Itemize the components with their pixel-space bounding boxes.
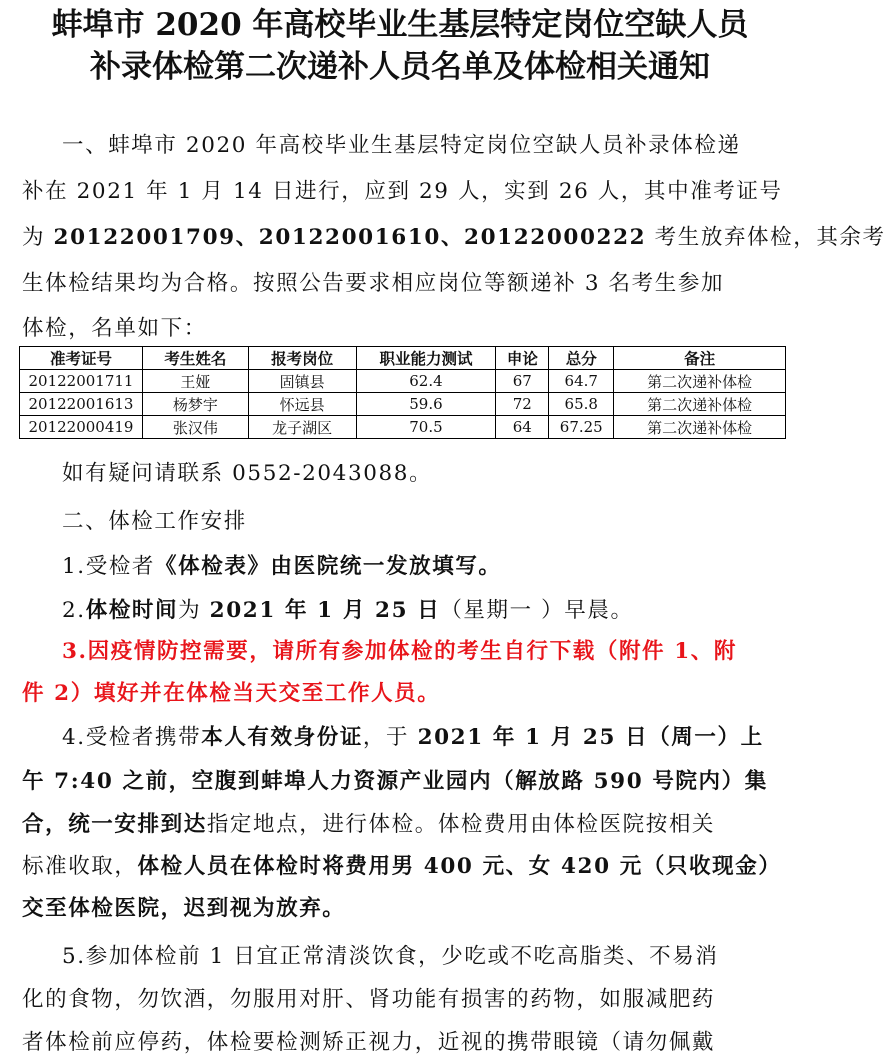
table-cell: 第二次递补体检 bbox=[614, 370, 786, 393]
item-4-date: 2021 年 1 月 25 日（周一）上 bbox=[417, 725, 764, 750]
table-cell: 70.5 bbox=[356, 416, 496, 439]
item-4-line-2: 午 7:40 之前，空腹到蚌埠人力资源产业园内（解放路 590 号院内）集 bbox=[22, 769, 768, 794]
table-cell: 怀远县 bbox=[248, 393, 356, 416]
table-header: 备注 bbox=[614, 347, 786, 370]
item-4-line-3-bold: 合，统一安排到达 bbox=[22, 812, 207, 837]
item-2-suffix: （星期一 ）早晨。 bbox=[440, 598, 634, 623]
section1-line-1: 一、蚌埠市 2020 年高校毕业生基层特定岗位空缺人员补录体检递 bbox=[62, 133, 741, 158]
item-4-line-4-prefix: 标准收取， bbox=[22, 854, 138, 879]
table-header: 准考证号 bbox=[20, 347, 143, 370]
item-5-line-2: 化的食物，勿饮酒，勿服用对肝、肾功能有损害的药物，如服减肥药 bbox=[22, 987, 716, 1012]
item-4-line-3-rest: 指定地点，进行体检。体检费用由体检医院按相关 bbox=[206, 812, 716, 837]
section1-line-3-suffix: 考生放弃体检，其余考 bbox=[646, 225, 886, 250]
table-cell: 杨梦宇 bbox=[142, 393, 248, 416]
table-cell: 67 bbox=[496, 370, 549, 393]
item-5-line-3: 者体检前应停药，体检要检测矫正视力，近视的携带眼镜（请勿佩戴 bbox=[22, 1030, 716, 1055]
item-2-date: 2021 年 1 月 25 日 bbox=[209, 598, 441, 623]
table-cell: 龙子湖区 bbox=[248, 416, 356, 439]
item-5-line-1: 5.参加体检前 1 日宜正常清淡饮食，少吃或不吃高脂类、不易消 bbox=[62, 944, 719, 969]
table-cell: 64.7 bbox=[549, 370, 614, 393]
item-4-comma: ，于 bbox=[362, 725, 418, 750]
table-header: 报考岗位 bbox=[248, 347, 356, 370]
section1-line-2: 补在 2021 年 1 月 14 日进行，应到 29 人，实到 26 人，其中准考证号 bbox=[22, 179, 783, 204]
table-cell: 20122000419 bbox=[20, 416, 143, 439]
contact-line: 如有疑问请联系 0552-2043088。 bbox=[62, 461, 433, 486]
item-4-fee: 体检人员在体检时将费用男 400 元、女 420 元（只收现金） bbox=[137, 854, 782, 879]
table-header: 考生姓名 bbox=[142, 347, 248, 370]
table-header-row bbox=[20, 347, 786, 370]
item-4-line-5: 交至体检医院，迟到视为放弃。 bbox=[22, 896, 346, 921]
table-cell: 第二次递补体检 bbox=[614, 416, 786, 439]
item-4-prefix: 4.受检者携带 bbox=[62, 725, 202, 750]
absent-exam-ids: 20122001709、20122001610、20122000222 bbox=[53, 225, 647, 250]
table-cell: 第二次递补体检 bbox=[614, 393, 786, 416]
table-cell: 20122001711 bbox=[20, 370, 143, 393]
section1-line-5: 体检，名单如下： bbox=[22, 316, 207, 341]
table-cell: 65.8 bbox=[549, 393, 614, 416]
table-cell: 20122001613 bbox=[20, 393, 143, 416]
item-4-line-1 bbox=[62, 723, 792, 753]
table-header: 总分 bbox=[549, 347, 614, 370]
item-1-prefix: 1.受检者 bbox=[62, 554, 156, 579]
table-row bbox=[20, 416, 786, 439]
table-header: 职业能力测试 bbox=[356, 347, 496, 370]
item-1 bbox=[62, 552, 792, 582]
table-cell: 62.4 bbox=[356, 370, 496, 393]
item-1-emphasis: 《体检表》由医院统一发放填写。 bbox=[155, 554, 502, 579]
item-4-line-4 bbox=[22, 852, 792, 882]
section1-line-3-prefix: 为 bbox=[22, 225, 54, 250]
item-4-id-required: 本人有效身份证 bbox=[201, 725, 363, 750]
section1-line-3 bbox=[22, 223, 886, 253]
table-cell: 64 bbox=[496, 416, 549, 439]
doc-title-line-1: 蚌埠市 2020 年高校毕业生基层特定岗位空缺人员 bbox=[51, 7, 749, 43]
table-row bbox=[20, 370, 786, 393]
item-3-line-1: 3.因疫情防控需要，请所有参加体检的考生自行下载（附件 1、附 bbox=[62, 639, 737, 664]
table-cell: 67.25 bbox=[549, 416, 614, 439]
table-cell: 王娅 bbox=[142, 370, 248, 393]
table-cell: 72 bbox=[496, 393, 549, 416]
doc-title-line-2: 补录体检第二次递补人员名单及体检相关通知 bbox=[90, 49, 710, 85]
candidate-table bbox=[19, 346, 786, 439]
item-2-for: 为 bbox=[178, 598, 210, 623]
item-2-label: 体检时间 bbox=[85, 598, 179, 623]
section1-line-4: 生体检结果均为合格。按照公告要求相应岗位等额递补 3 名考生参加 bbox=[22, 271, 725, 296]
item-2 bbox=[62, 596, 792, 626]
table-cell: 张汉伟 bbox=[142, 416, 248, 439]
table-row bbox=[20, 393, 786, 416]
table-cell: 固镇县 bbox=[248, 370, 356, 393]
section2-heading: 二、体检工作安排 bbox=[62, 509, 247, 534]
item-4-line-3 bbox=[22, 810, 792, 840]
item-2-number: 2. bbox=[62, 598, 86, 623]
table-header: 申论 bbox=[496, 347, 549, 370]
table-cell: 59.6 bbox=[356, 393, 496, 416]
item-3-line-2: 件 2）填好并在体检当天交至工作人员。 bbox=[22, 681, 441, 706]
